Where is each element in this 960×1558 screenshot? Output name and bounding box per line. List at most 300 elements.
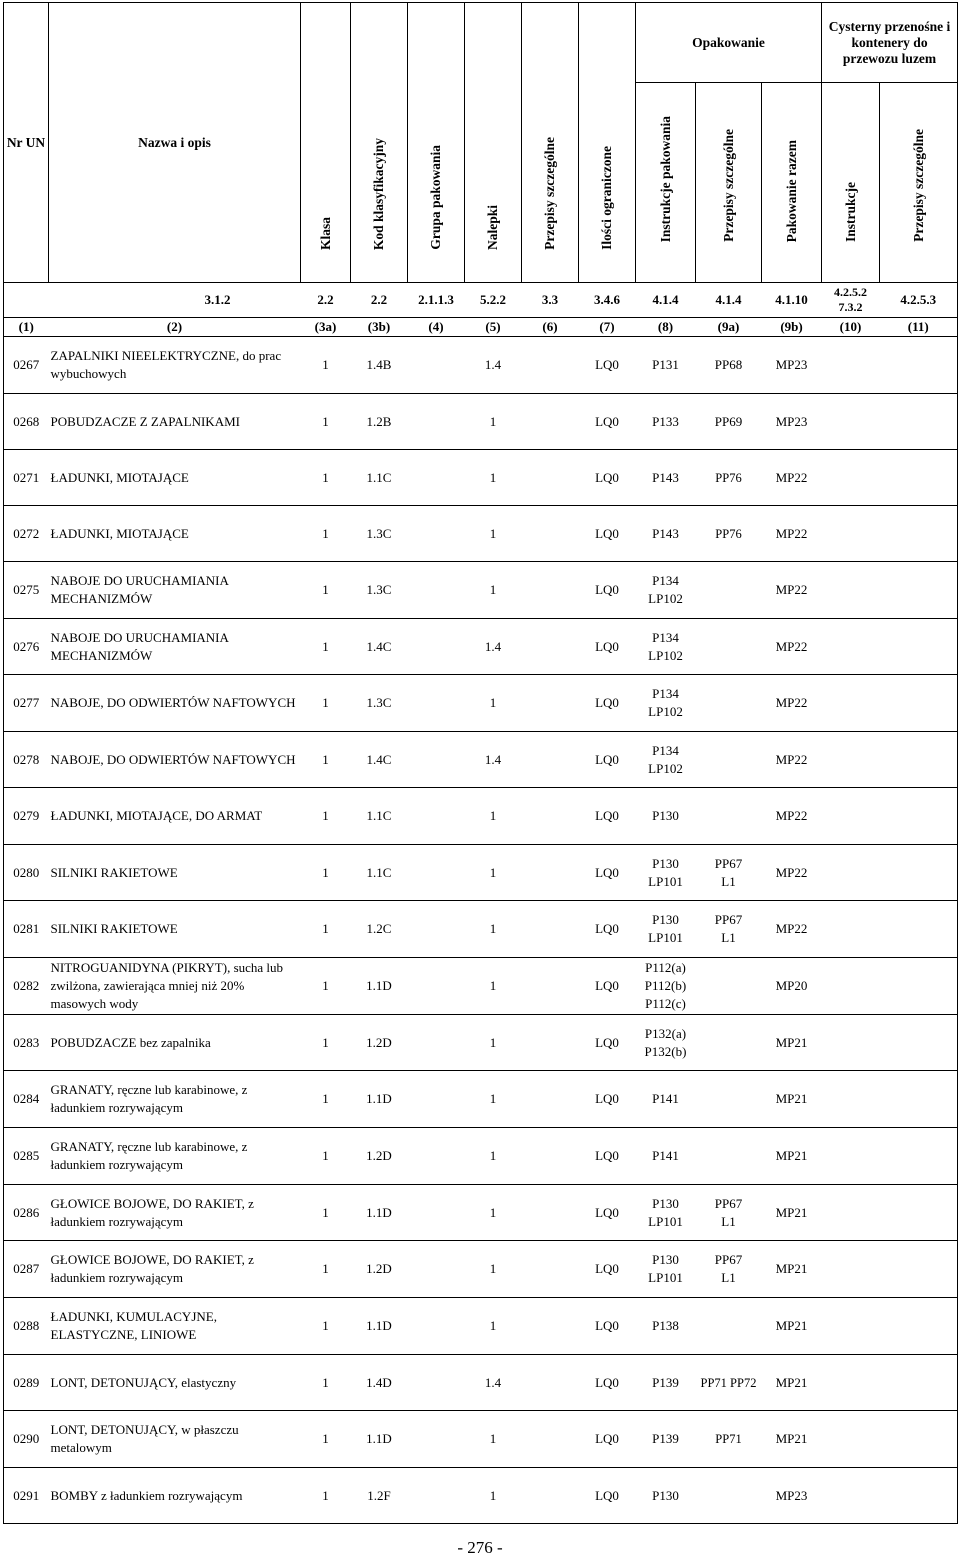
cell-klasa: 1 bbox=[301, 845, 351, 901]
cell-instr: P130 LP101 bbox=[636, 901, 696, 958]
cell-nalepki: 1 bbox=[465, 450, 522, 506]
table-row bbox=[4, 562, 958, 619]
cell-ilosci: LQ0 bbox=[579, 1241, 636, 1298]
cell-razem: MP21 bbox=[762, 1185, 822, 1241]
cell-un: 0290 bbox=[4, 1411, 49, 1468]
cell-ilosci: LQ0 bbox=[579, 1355, 636, 1411]
cell-klasa: 1 bbox=[301, 1185, 351, 1241]
cell-cinstr bbox=[822, 1128, 880, 1185]
cell-instr: P112(a) P112(b) P112(c) bbox=[636, 958, 696, 1015]
cell-przep bbox=[696, 619, 762, 675]
cell-ilosci: LQ0 bbox=[579, 619, 636, 675]
cell-nalepki: 1 bbox=[465, 1015, 522, 1071]
cell-kod: 1.2B bbox=[351, 394, 408, 450]
cell-nalepki: 1 bbox=[465, 394, 522, 450]
cell-un: 0282 bbox=[4, 958, 49, 1015]
cell-cprzep bbox=[880, 1355, 958, 1411]
cell-cprzep bbox=[880, 958, 958, 1015]
cell-cprzep bbox=[880, 1468, 958, 1524]
cell-kod: 1.1C bbox=[351, 845, 408, 901]
cell-razem: MP22 bbox=[762, 450, 822, 506]
cell-przep: PP68 bbox=[696, 337, 762, 394]
cell-grupa bbox=[408, 1185, 465, 1241]
cell-przep bbox=[696, 1071, 762, 1128]
cell-przep bbox=[696, 1128, 762, 1185]
cell-name: ŁADUNKI, MIOTAJĄCE, DO ARMAT bbox=[49, 788, 301, 845]
cell-name: POBUDZACZE Z ZAPALNIKAMI bbox=[49, 394, 301, 450]
cell-cprzep bbox=[880, 1128, 958, 1185]
cell-cprzep bbox=[880, 732, 958, 788]
col-number: (4) bbox=[408, 318, 465, 337]
cell-cprzep bbox=[880, 450, 958, 506]
cell-cinstr bbox=[822, 1298, 880, 1355]
table-row bbox=[4, 1298, 958, 1355]
ref-cell: 4.1.4 bbox=[696, 283, 762, 318]
table-row bbox=[4, 506, 958, 562]
cell-instr: P130 bbox=[636, 788, 696, 845]
cell-przep: PP69 bbox=[696, 394, 762, 450]
cell-przep: PP76 bbox=[696, 450, 762, 506]
cell-razem: MP22 bbox=[762, 619, 822, 675]
cell-klasa: 1 bbox=[301, 1298, 351, 1355]
cell-grupa bbox=[408, 901, 465, 958]
cell-grupa bbox=[408, 450, 465, 506]
cell-cprzep bbox=[880, 901, 958, 958]
cell-name: NITROGUANIDYNA (PIKRYT), sucha lub zwilżona, zawierająca mniej niż 20% masowych wody bbox=[49, 958, 301, 1015]
header-ilosci: Ilości ograniczone bbox=[599, 146, 614, 250]
cell-un: 0288 bbox=[4, 1298, 49, 1355]
cell-przep: PP67 L1 bbox=[696, 1241, 762, 1298]
cell-razem: MP21 bbox=[762, 1015, 822, 1071]
cell-przepisy bbox=[522, 1411, 579, 1468]
cell-przepisy bbox=[522, 450, 579, 506]
cell-instr: P139 bbox=[636, 1355, 696, 1411]
cell-ilosci: LQ0 bbox=[579, 1411, 636, 1468]
header-przepisy-pak: Przepisy szczególne bbox=[720, 129, 736, 242]
cell-klasa: 1 bbox=[301, 394, 351, 450]
cell-un: 0277 bbox=[4, 675, 49, 732]
cell-klasa: 1 bbox=[301, 901, 351, 958]
cell-przepisy bbox=[522, 901, 579, 958]
cell-cinstr bbox=[822, 1411, 880, 1468]
cell-cprzep bbox=[880, 1071, 958, 1128]
cell-cinstr bbox=[822, 732, 880, 788]
cell-name: LONT, DETONUJĄCY, w płaszczu metalowym bbox=[49, 1411, 301, 1468]
cell-przepisy bbox=[522, 675, 579, 732]
cell-ilosci: LQ0 bbox=[579, 675, 636, 732]
table-row bbox=[4, 1015, 958, 1071]
cell-cprzep bbox=[880, 619, 958, 675]
cell-przep bbox=[696, 1015, 762, 1071]
cell-un: 0281 bbox=[4, 901, 49, 958]
col-number: (9b) bbox=[762, 318, 822, 337]
cell-kod: 1.2D bbox=[351, 1015, 408, 1071]
cell-razem: MP21 bbox=[762, 1298, 822, 1355]
cell-przepisy bbox=[522, 1355, 579, 1411]
cell-kod: 1.1C bbox=[351, 450, 408, 506]
cell-klasa: 1 bbox=[301, 1015, 351, 1071]
ref-cell: 4.2.5.2 7.3.2 bbox=[822, 283, 880, 318]
cell-nalepki: 1 bbox=[465, 1128, 522, 1185]
cell-grupa bbox=[408, 958, 465, 1015]
cell-ilosci: LQ0 bbox=[579, 1298, 636, 1355]
cell-razem: MP22 bbox=[762, 901, 822, 958]
cell-nalepki: 1.4 bbox=[465, 1355, 522, 1411]
cell-un: 0286 bbox=[4, 1185, 49, 1241]
cell-nalepki: 1.4 bbox=[465, 619, 522, 675]
cell-razem: MP22 bbox=[762, 788, 822, 845]
cell-ilosci: LQ0 bbox=[579, 845, 636, 901]
cell-nalepki: 1 bbox=[465, 958, 522, 1015]
cell-nalepki: 1 bbox=[465, 1241, 522, 1298]
header-opakowanie: Opakowanie bbox=[636, 3, 822, 83]
cell-razem: MP22 bbox=[762, 562, 822, 619]
cell-kod: 1.3C bbox=[351, 506, 408, 562]
cell-razem: MP23 bbox=[762, 337, 822, 394]
cell-nalepki: 1 bbox=[465, 675, 522, 732]
cell-cprzep bbox=[880, 337, 958, 394]
header-przepisy: Przepisy szczególne bbox=[542, 137, 557, 250]
cell-instr: P130 bbox=[636, 1468, 696, 1524]
cell-cinstr bbox=[822, 675, 880, 732]
page-number: - 276 - bbox=[457, 1538, 503, 1557]
cell-przep: PP71 bbox=[696, 1411, 762, 1468]
cell-cinstr bbox=[822, 337, 880, 394]
cell-klasa: 1 bbox=[301, 619, 351, 675]
cell-klasa: 1 bbox=[301, 1411, 351, 1468]
table-row bbox=[4, 788, 958, 845]
cell-razem: MP22 bbox=[762, 675, 822, 732]
cell-nalepki: 1 bbox=[465, 901, 522, 958]
cell-un: 0280 bbox=[4, 845, 49, 901]
cell-przepisy bbox=[522, 562, 579, 619]
cell-przepisy bbox=[522, 506, 579, 562]
cell-name: ZAPALNIKI NIEELEKTRYCZNE, do prac wybuchowych bbox=[49, 337, 301, 394]
cell-przep bbox=[696, 1298, 762, 1355]
cell-razem: MP21 bbox=[762, 1411, 822, 1468]
cell-name: POBUDZACZE bez zapalnika bbox=[49, 1015, 301, 1071]
cell-klasa: 1 bbox=[301, 450, 351, 506]
cell-przep bbox=[696, 788, 762, 845]
cell-name: BOMBY z ładunkiem rozrywającym bbox=[49, 1468, 301, 1524]
cell-cinstr bbox=[822, 1185, 880, 1241]
cell-kod: 1.4C bbox=[351, 619, 408, 675]
cell-razem: MP22 bbox=[762, 732, 822, 788]
cell-grupa bbox=[408, 1015, 465, 1071]
cell-nalepki: 1.4 bbox=[465, 337, 522, 394]
col-number: (3b) bbox=[351, 318, 408, 337]
cell-instr: P132(a) P132(b) bbox=[636, 1015, 696, 1071]
col-number: (11) bbox=[880, 318, 958, 337]
cell-name: ŁADUNKI, KUMULACYJNE, ELASTYCZNE, LINIOWE bbox=[49, 1298, 301, 1355]
cell-cinstr bbox=[822, 1015, 880, 1071]
cell-ilosci: LQ0 bbox=[579, 1071, 636, 1128]
cell-klasa: 1 bbox=[301, 1468, 351, 1524]
cell-kod: 1.2F bbox=[351, 1468, 408, 1524]
cell-un: 0278 bbox=[4, 732, 49, 788]
cell-un: 0285 bbox=[4, 1128, 49, 1185]
column-number-row bbox=[4, 318, 958, 337]
cell-cprzep bbox=[880, 1185, 958, 1241]
col-number: (9a) bbox=[696, 318, 762, 337]
cell-cprzep bbox=[880, 1411, 958, 1468]
ref-cell: 2.2 bbox=[301, 283, 351, 318]
ref-cell: 4.1.4 bbox=[636, 283, 696, 318]
table-body bbox=[4, 337, 958, 1524]
cell-cinstr bbox=[822, 845, 880, 901]
cell-przep: PP67 L1 bbox=[696, 901, 762, 958]
cell-instr: P134 LP102 bbox=[636, 562, 696, 619]
cell-nalepki: 1 bbox=[465, 845, 522, 901]
cell-nalepki: 1 bbox=[465, 506, 522, 562]
cell-przep bbox=[696, 562, 762, 619]
cell-klasa: 1 bbox=[301, 788, 351, 845]
cell-razem: MP21 bbox=[762, 1355, 822, 1411]
cell-un: 0279 bbox=[4, 788, 49, 845]
cell-razem: MP22 bbox=[762, 506, 822, 562]
cell-name: GRANATY, ręczne lub karabinowe, z ładunkiem rozrywającym bbox=[49, 1071, 301, 1128]
cell-przepisy bbox=[522, 1298, 579, 1355]
header-kod: Kod klasyfikacyjny bbox=[371, 137, 386, 250]
cell-cprzep bbox=[880, 845, 958, 901]
cell-un: 0268 bbox=[4, 394, 49, 450]
table-row bbox=[4, 845, 958, 901]
cell-un: 0271 bbox=[4, 450, 49, 506]
cell-razem: MP22 bbox=[762, 845, 822, 901]
cell-ilosci: LQ0 bbox=[579, 506, 636, 562]
cell-instr: P141 bbox=[636, 1071, 696, 1128]
table-row bbox=[4, 1128, 958, 1185]
cell-kod: 1.1D bbox=[351, 1411, 408, 1468]
cell-name: GRANATY, ręczne lub karabinowe, z ładunkiem rozrywającym bbox=[49, 1128, 301, 1185]
cell-cprzep bbox=[880, 394, 958, 450]
cell-kod: 1.4C bbox=[351, 732, 408, 788]
ref-cell: 2.1.1.3 bbox=[408, 283, 465, 318]
cell-cinstr bbox=[822, 394, 880, 450]
col-number: (6) bbox=[522, 318, 579, 337]
cell-cprzep bbox=[880, 675, 958, 732]
table-row bbox=[4, 394, 958, 450]
cell-grupa bbox=[408, 1298, 465, 1355]
cell-kod: 1.2D bbox=[351, 1128, 408, 1185]
cell-cinstr bbox=[822, 1355, 880, 1411]
cell-cinstr bbox=[822, 958, 880, 1015]
cell-przepisy bbox=[522, 1071, 579, 1128]
cell-przep bbox=[696, 958, 762, 1015]
cell-kod: 1.4D bbox=[351, 1355, 408, 1411]
cell-instr: P143 bbox=[636, 450, 696, 506]
cell-przepisy bbox=[522, 1128, 579, 1185]
cell-cinstr bbox=[822, 450, 880, 506]
cell-przepisy bbox=[522, 788, 579, 845]
cell-klasa: 1 bbox=[301, 732, 351, 788]
cell-kod: 1.1D bbox=[351, 1298, 408, 1355]
table-row bbox=[4, 1411, 958, 1468]
table-row bbox=[4, 337, 958, 394]
cell-grupa bbox=[408, 394, 465, 450]
cell-nalepki: 1 bbox=[465, 788, 522, 845]
cell-przepisy bbox=[522, 958, 579, 1015]
cell-ilosci: LQ0 bbox=[579, 1015, 636, 1071]
cell-ilosci: LQ0 bbox=[579, 732, 636, 788]
header-grupa: Grupa pakowania bbox=[428, 145, 443, 250]
cell-przep: PP67 L1 bbox=[696, 1185, 762, 1241]
cell-instr: P133 bbox=[636, 394, 696, 450]
cell-kod: 1.1D bbox=[351, 958, 408, 1015]
cell-nalepki: 1 bbox=[465, 1298, 522, 1355]
cell-przepisy bbox=[522, 619, 579, 675]
header-przepisy-cyst: Przepisy szczególne bbox=[910, 129, 926, 242]
cell-klasa: 1 bbox=[301, 958, 351, 1015]
cell-nalepki: 1 bbox=[465, 1071, 522, 1128]
cell-kod: 1.3C bbox=[351, 562, 408, 619]
cell-ilosci: LQ0 bbox=[579, 394, 636, 450]
table-row bbox=[4, 1355, 958, 1411]
cell-przep bbox=[696, 675, 762, 732]
cell-przep bbox=[696, 732, 762, 788]
cell-cinstr bbox=[822, 619, 880, 675]
cell-przep: PP76 bbox=[696, 506, 762, 562]
cell-kod: 1.3C bbox=[351, 675, 408, 732]
cell-grupa bbox=[408, 1241, 465, 1298]
cell-przep: PP71 PP72 bbox=[696, 1355, 762, 1411]
cell-razem: MP21 bbox=[762, 1128, 822, 1185]
cell-klasa: 1 bbox=[301, 1241, 351, 1298]
cell-nalepki: 1 bbox=[465, 562, 522, 619]
cell-name: ŁADUNKI, MIOTAJĄCE bbox=[49, 450, 301, 506]
cell-ilosci: LQ0 bbox=[579, 1128, 636, 1185]
cell-un: 0272 bbox=[4, 506, 49, 562]
cell-ilosci: LQ0 bbox=[579, 450, 636, 506]
header-instrukcje: Instrukcje bbox=[842, 182, 858, 242]
cell-un: 0287 bbox=[4, 1241, 49, 1298]
header-klasa: Klasa bbox=[317, 216, 333, 250]
cell-kod: 1.4B bbox=[351, 337, 408, 394]
reference-row bbox=[4, 283, 958, 318]
cell-przepisy bbox=[522, 845, 579, 901]
cell-name: NABOJE DO URUCHAMIANIA MECHANIZMÓW bbox=[49, 562, 301, 619]
cell-kod: 1.1C bbox=[351, 788, 408, 845]
cell-razem: MP23 bbox=[762, 394, 822, 450]
cell-razem: MP21 bbox=[762, 1071, 822, 1128]
cell-razem: MP23 bbox=[762, 1468, 822, 1524]
cell-ilosci: LQ0 bbox=[579, 901, 636, 958]
header-nr-un: Nr UN bbox=[4, 3, 49, 283]
cell-przepisy bbox=[522, 1015, 579, 1071]
table-row bbox=[4, 1241, 958, 1298]
table-row bbox=[4, 675, 958, 732]
col-number: (2) bbox=[49, 318, 301, 337]
col-number: (8) bbox=[636, 318, 696, 337]
cell-instr: P139 bbox=[636, 1411, 696, 1468]
header-nalepki: Nalepki bbox=[485, 204, 500, 250]
cell-ilosci: LQ0 bbox=[579, 788, 636, 845]
cell-przepisy bbox=[522, 337, 579, 394]
cell-przep: PP67 L1 bbox=[696, 845, 762, 901]
cell-przep bbox=[696, 1468, 762, 1524]
col-number: (10) bbox=[822, 318, 880, 337]
cell-un: 0275 bbox=[4, 562, 49, 619]
cell-grupa bbox=[408, 788, 465, 845]
table-row bbox=[4, 732, 958, 788]
cell-grupa bbox=[408, 845, 465, 901]
cell-przepisy bbox=[522, 1468, 579, 1524]
cell-cprzep bbox=[880, 1015, 958, 1071]
cell-instr: P134 LP102 bbox=[636, 675, 696, 732]
cell-name: NABOJE, DO ODWIERTÓW NAFTOWYCH bbox=[49, 675, 301, 732]
cell-grupa bbox=[408, 1071, 465, 1128]
cell-klasa: 1 bbox=[301, 1355, 351, 1411]
cell-cinstr bbox=[822, 901, 880, 958]
cell-ilosci: LQ0 bbox=[579, 337, 636, 394]
col-number: (1) bbox=[4, 318, 49, 337]
cell-nalepki: 1 bbox=[465, 1468, 522, 1524]
cell-name: NABOJE, DO ODWIERTÓW NAFTOWYCH bbox=[49, 732, 301, 788]
cell-grupa bbox=[408, 506, 465, 562]
header-cysterny: Cysterny przenośne i kontenery do przewozu luzem bbox=[822, 3, 958, 83]
cell-un: 0284 bbox=[4, 1071, 49, 1128]
cell-name: GŁOWICE BOJOWE, DO RAKIET, z ładunkiem rozrywającym bbox=[49, 1241, 301, 1298]
cell-przepisy bbox=[522, 732, 579, 788]
cell-cprzep bbox=[880, 788, 958, 845]
cell-name: SILNIKI RAKIETOWE bbox=[49, 845, 301, 901]
cell-un: 0267 bbox=[4, 337, 49, 394]
header-instr-pak: Instrukcje pakowania bbox=[657, 115, 673, 242]
cell-instr: P138 bbox=[636, 1298, 696, 1355]
cell-klasa: 1 bbox=[301, 675, 351, 732]
cell-ilosci: LQ0 bbox=[579, 1185, 636, 1241]
cell-un: 0289 bbox=[4, 1355, 49, 1411]
table-row bbox=[4, 1071, 958, 1128]
cell-grupa bbox=[408, 675, 465, 732]
header-pak-razem: Pakowanie razem bbox=[783, 139, 799, 242]
cell-kod: 1.1D bbox=[351, 1185, 408, 1241]
cell-instr: P130 LP101 bbox=[636, 1241, 696, 1298]
ref-cell: 3.3 bbox=[522, 283, 579, 318]
cell-cprzep bbox=[880, 562, 958, 619]
cell-klasa: 1 bbox=[301, 337, 351, 394]
cell-instr: P134 LP102 bbox=[636, 732, 696, 788]
cell-un: 0291 bbox=[4, 1468, 49, 1524]
cell-name: NABOJE DO URUCHAMIANIA MECHANIZMÓW bbox=[49, 619, 301, 675]
table-row bbox=[4, 619, 958, 675]
cell-nalepki: 1 bbox=[465, 1185, 522, 1241]
ref-cell: 5.2.2 bbox=[465, 283, 522, 318]
cell-przepisy bbox=[522, 394, 579, 450]
col-number: (5) bbox=[465, 318, 522, 337]
cell-kod: 1.1D bbox=[351, 1071, 408, 1128]
cell-razem: MP21 bbox=[762, 1241, 822, 1298]
cell-instr: P143 bbox=[636, 506, 696, 562]
table-row bbox=[4, 1185, 958, 1241]
dangerous-goods-table bbox=[3, 2, 958, 1524]
cell-przepisy bbox=[522, 1185, 579, 1241]
cell-cprzep bbox=[880, 1241, 958, 1298]
cell-klasa: 1 bbox=[301, 562, 351, 619]
cell-cinstr bbox=[822, 562, 880, 619]
ref-cell: 3.1.2 bbox=[4, 283, 301, 318]
cell-instr: P141 bbox=[636, 1128, 696, 1185]
cell-klasa: 1 bbox=[301, 1128, 351, 1185]
cell-name: ŁADUNKI, MIOTAJĄCE bbox=[49, 506, 301, 562]
cell-razem: MP20 bbox=[762, 958, 822, 1015]
cell-instr: P130 LP101 bbox=[636, 1185, 696, 1241]
cell-grupa bbox=[408, 619, 465, 675]
table-row bbox=[4, 450, 958, 506]
cell-cprzep bbox=[880, 506, 958, 562]
table-row bbox=[4, 1468, 958, 1524]
cell-cprzep bbox=[880, 1298, 958, 1355]
